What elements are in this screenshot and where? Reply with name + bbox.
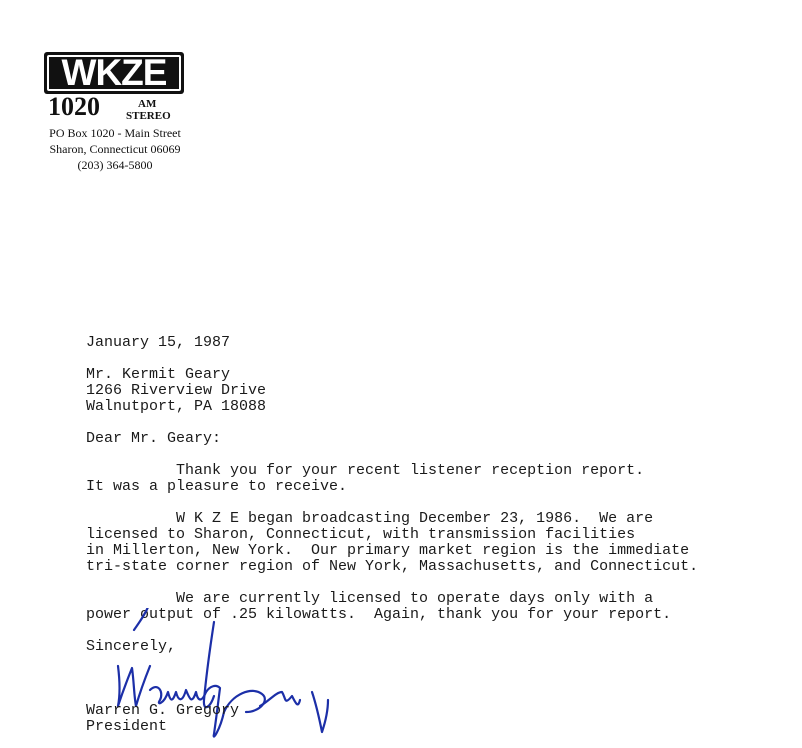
station-logo [44, 52, 184, 94]
paragraph-2-line-3: in Millerton, New York. Our primary market region is the immediate [86, 542, 690, 559]
address-line-1: PO Box 1020 - Main Street [49, 126, 181, 140]
signature-stroke-body [150, 687, 206, 703]
paragraph-2-line-1: W K Z E began broadcasting December 23, 1986. We are [86, 510, 654, 527]
signature-stroke-tick [134, 608, 150, 630]
station-frequency: 1020 [48, 92, 100, 121]
paragraph-1-line-2: It was a pleasure to receive. [86, 478, 348, 495]
signature-stroke-w [118, 666, 150, 706]
paragraph-3-line-1: We are currently licensed to operate days only with a [86, 590, 654, 607]
recipient-city: Walnutport, PA 18088 [86, 398, 267, 415]
letter-date: January 15, 1987 [86, 334, 231, 351]
signer-title: President [86, 718, 168, 735]
recipient-name: Mr. Kermit Geary [86, 366, 231, 383]
paragraph-2-line-2: licensed to Sharon, Connecticut, with transmission facilities [86, 526, 636, 543]
station-stereo-label: STEREO [126, 110, 171, 122]
closing: Sincerely, [86, 638, 177, 655]
logo-call-letters: WKZE [61, 52, 167, 93]
paragraph-1-line-1: Thank you for your recent listener reception report. [86, 462, 645, 479]
paragraph-3-line-2: power output of .25 kilowatts. Again, thank you for your report. [86, 606, 672, 623]
signature-stroke-end [312, 692, 328, 732]
station-band: AM [138, 98, 157, 110]
address-line-2: Sharon, Connecticut 06069 [49, 142, 181, 156]
signer-name: Warren G. Gregory [86, 702, 240, 719]
salutation: Dear Mr. Geary: [86, 430, 222, 447]
paragraph-2-line-4: tri-state corner region of New York, Massachusetts, and Connecticut. [86, 558, 699, 575]
recipient-street: 1266 Riverview Drive [86, 382, 267, 399]
phone-number: (203) 364-5800 [77, 158, 153, 172]
signature-stroke-tail [260, 692, 300, 706]
